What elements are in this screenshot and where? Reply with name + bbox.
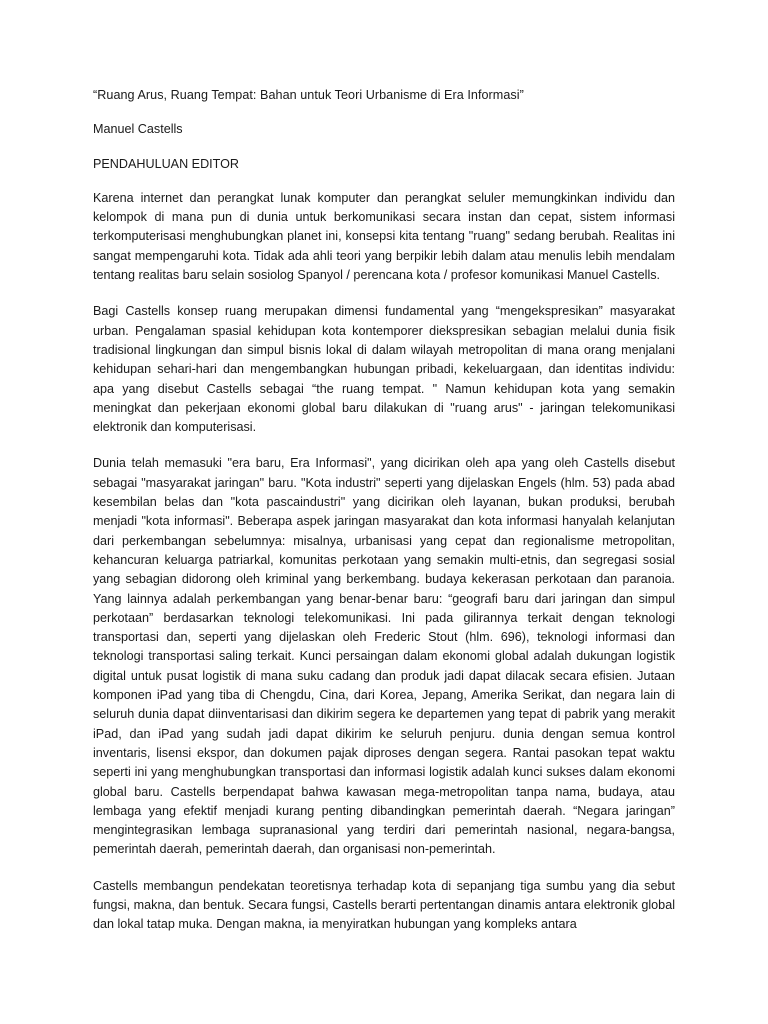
- document-page: [93, 86, 675, 952]
- document-title: “Ruang Arus, Ruang Tempat: Bahan untuk Teori Urbanisme di Era Informasi”: [93, 88, 524, 102]
- section-heading: PENDAHULUAN EDITOR: [93, 156, 240, 171]
- paragraph-1: Karena internet dan perangkat lunak komputer dan perangkat seluler memungkinkan individu dan kelompok di mana pun di dunia untuk berkomunikasi secara instan dan cepat, sistem informasi terkomputerisasi menghubungkan planet ini, konsepsi kita tentang "ruang" sedang berubah. Realitas ini sangat mempengaruhi kota. Tidak ada ahli teori yang berpikir lebih dalam atau menulis lebih mendalam tentang realitas baru selain sosiolog Spanyol / perencana kota / profesor komunikasi Manuel Castells.: [93, 190, 675, 283]
- paragraph-3: Dunia telah memasuki "era baru, Era Informasi", yang dicirikan oleh apa yang oleh Castells disebut sebagai "masyarakat jaringan" baru. "Kota industri" seperti yang dijelaskan Engels (hlm. 53) pada abad kesembilan belas dan "kota pascaindustri" yang dicirikan oleh layanan, bukan produksi, berubah menjadi "kota informasi". Beberapa aspek jaringan masyarakat dan kota informasi hanyalah kelanjutan dari perkembangan sebelumnya: misalnya, urbanisasi yang cepat dan regionalisme metropolitan, kehancuran keluarga patriarkal, komunitas perkotaan yang semakin multi-etnis, dan segregasi sosial yang sebagian didorong oleh kriminal yang berkembang. budaya kekerasan perkotaan dan paranoia. Yang lainnya adalah perkembangan yang benar-benar baru: “geografi baru dari jaringan dan simpul perkotaan” berdasarkan teknologi telekomunikasi. Ini pada gilirannya terkait dengan teknologi transportasi dan, seperti yang dijelaskan oleh Frederic Stout (hlm. 696), teknologi informasi dan teknologi transportasi saling terkait. Kunci persaingan dalam ekonomi global adalah dukungan logistik digital untuk pusat logistik di mana suku cadang dan produk jadi dapat dilacak secara efisien. Jutaan komponen iPad yang tiba di Chengdu, Cina, dari Korea, Jepang, Amerika Serikat, dan negara lain di seluruh dunia dapat diinventarisasi dan dikirim segera ke departemen yang tepat di pabrik yang merakit iPad, dan iPad yang sudah jadi dapat dikirim ke seluruh penjuru. dunia dengan semua kontrol inventaris, lisensi ekspor, dan dokumen pajak diproses dengan segera. Rantai pasokan tepat waktu seperti ini yang menghubungkan transportasi dan informasi logistik adalah kunci sukses dalam ekonomi global baru. Castells berpendapat bahwa kawasan mega-metropolitan tanpa nama, budaya, atau lembaga yang efektif menjadi kurang penting dibandingkan pemerintah daerah. “Negara jaringan” mengintegrasikan lembaga supranasional yang terdiri dari pemerintah nasional, negara-bangsa, pemerintah daerah, pemerintah daerah, dan organisasi non-pemerintah.: [93, 456, 675, 857]
- paragraph-2: Bagi Castells konsep ruang merupakan dimensi fundamental yang “mengekspresikan” masyarakat urban. Pengalaman spasial kehidupan kota kontemporer diekspresikan sebagian melalui dunia fisik tradisional lingkungan dan simpul bisnis lokal di dalam wilayah metropolitan di mana orang menjalani kehidupan sehari-hari dan mengembangkan hubungan pribadi, kekeluargaan, dan identitas individu: apa yang disebut Castells sebagai “the ruang tempat. " Namun kehidupan kota yang semakin meningkat dan pekerjaan ekonomi global baru dilakukan di "ruang arus" - jaringan telekomunikasi elektronik dan komputerisasi.: [93, 304, 675, 435]
- paragraph-4: Castells membangun pendekatan teoretisnya terhadap kota di sepanjang tiga sumbu yang dia sebut fungsi, makna, dan bentuk. Secara fungsi, Castells berarti pertentangan dinamis antara elektronik global dan lokal tatap muka. Dengan makna, ia menyiratkan hubungan yang kompleks antara: [93, 878, 675, 932]
- author-name: Manuel Castells: [93, 122, 183, 137]
